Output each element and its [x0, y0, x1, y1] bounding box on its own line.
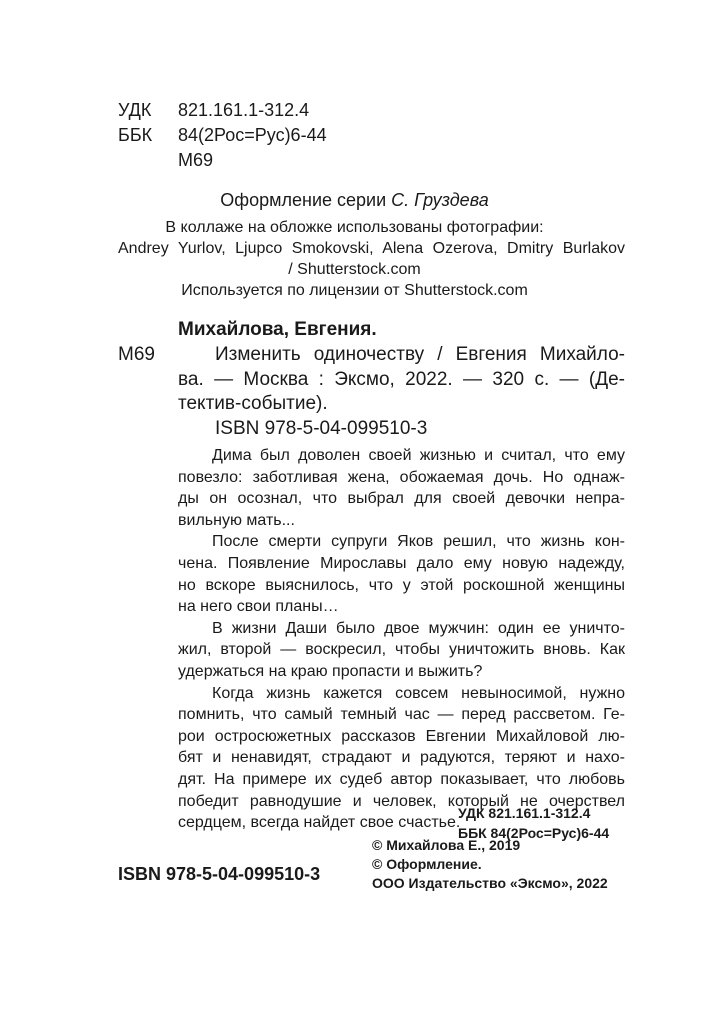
annotation-line: вильную мать...	[178, 511, 295, 529]
bbk-value: 84(2Рос=Рус)6-44	[178, 125, 327, 145]
annotation	[178, 445, 625, 834]
bbk-label: ББК	[118, 125, 153, 145]
annotation-line: Дима был доволен своей жизнью и считал, что ему	[212, 447, 625, 464]
footer-isbn: ISBN 978-5-04-099510-3	[118, 864, 321, 884]
description-line: Изменить одиночеству / Евгения Михайло-	[215, 344, 625, 365]
description-line: ва. — Москва : Эксмо, 2022. — 320 с. — (Де-	[178, 368, 625, 390]
annotation-line: повезло: заботливая жена, обожаемая дочь. Но однаж-	[178, 468, 625, 486]
footer-bbk: ББК 84(2Рос=Рус)6-44	[458, 825, 610, 841]
photo-credits-line-2: Andrey Yurlov, Ljupco Smokovski, Alena Ozerova, Dmitry Burlakov	[118, 240, 625, 257]
annotation-line: на него свои планы…	[178, 598, 339, 616]
description-line: тектив-событие).	[178, 393, 328, 414]
annotation-line: помнить, что самый темный час — перед рассветом. Ге-	[178, 706, 625, 724]
series-designer: С. Груздева	[391, 190, 489, 210]
series-design	[0, 188, 709, 212]
udk-value: 821.161.1-312.4	[178, 100, 310, 120]
annotation-line: Когда жизнь кажется совсем невыносимой, нужно	[212, 684, 625, 702]
copyright-author: © Михайлова Е., 2019	[372, 837, 521, 853]
author-mark: М69	[178, 150, 214, 170]
series-design-prefix: Оформление серии	[220, 190, 387, 210]
annotation-line: После смерти супруги Яков решил, что жизнь кон-	[212, 533, 625, 551]
copyright-design: © Оформление.	[372, 856, 482, 872]
annotation-line: сердцем, всегда найдет свое счастье.	[178, 814, 461, 832]
catalog-description	[178, 343, 625, 417]
udk-label: УДК	[118, 100, 152, 120]
annotation-line: дят. На примере их судеб автор показывает, что любовь	[178, 770, 625, 788]
annotation-line: бят и ненавидят, страдают и радуются, теряют и нахо-	[178, 749, 625, 767]
catalog-author-heading: Михайлова, Евгения.	[178, 319, 377, 340]
annotation-line: ды он осознал, что выбрал для своей девочки непра-	[178, 490, 625, 508]
catalog-mark: М69	[118, 344, 155, 365]
footer-udk: УДК 821.161.1-312.4	[458, 805, 591, 821]
annotation-line: победит равнодушие и человек, который не очерствел	[178, 792, 625, 810]
annotation-line: рои остросюжетных рассказов Евгении Михайловой лю-	[178, 727, 625, 745]
catalog-isbn: ISBN 978-5-04-099510-3	[215, 418, 428, 439]
photo-credits-line-4: Используется по лицензии от Shutterstock.com	[181, 282, 528, 299]
photo-credits-line-1: В коллаже на обложке использованы фотографии:	[165, 219, 544, 236]
copyright-publisher: ООО Издательство «Эксмо», 2022	[372, 875, 608, 891]
annotation-line: чена. Появление Мирославы дало ему новую надежду,	[178, 554, 625, 572]
annotation-line: В жизни Даши было двое мужчин: один ее уничто-	[212, 619, 625, 637]
photo-credits-line-3: / Shutterstock.com	[288, 261, 421, 278]
annotation-line: удержаться на краю пропасти и выжить?	[178, 662, 483, 680]
annotation-line: жил, второй — воскресил, чтобы уничтожить вновь. Как	[178, 641, 625, 659]
annotation-line: но вскоре выяснилось, что у этой роскошной женщины	[178, 576, 625, 594]
